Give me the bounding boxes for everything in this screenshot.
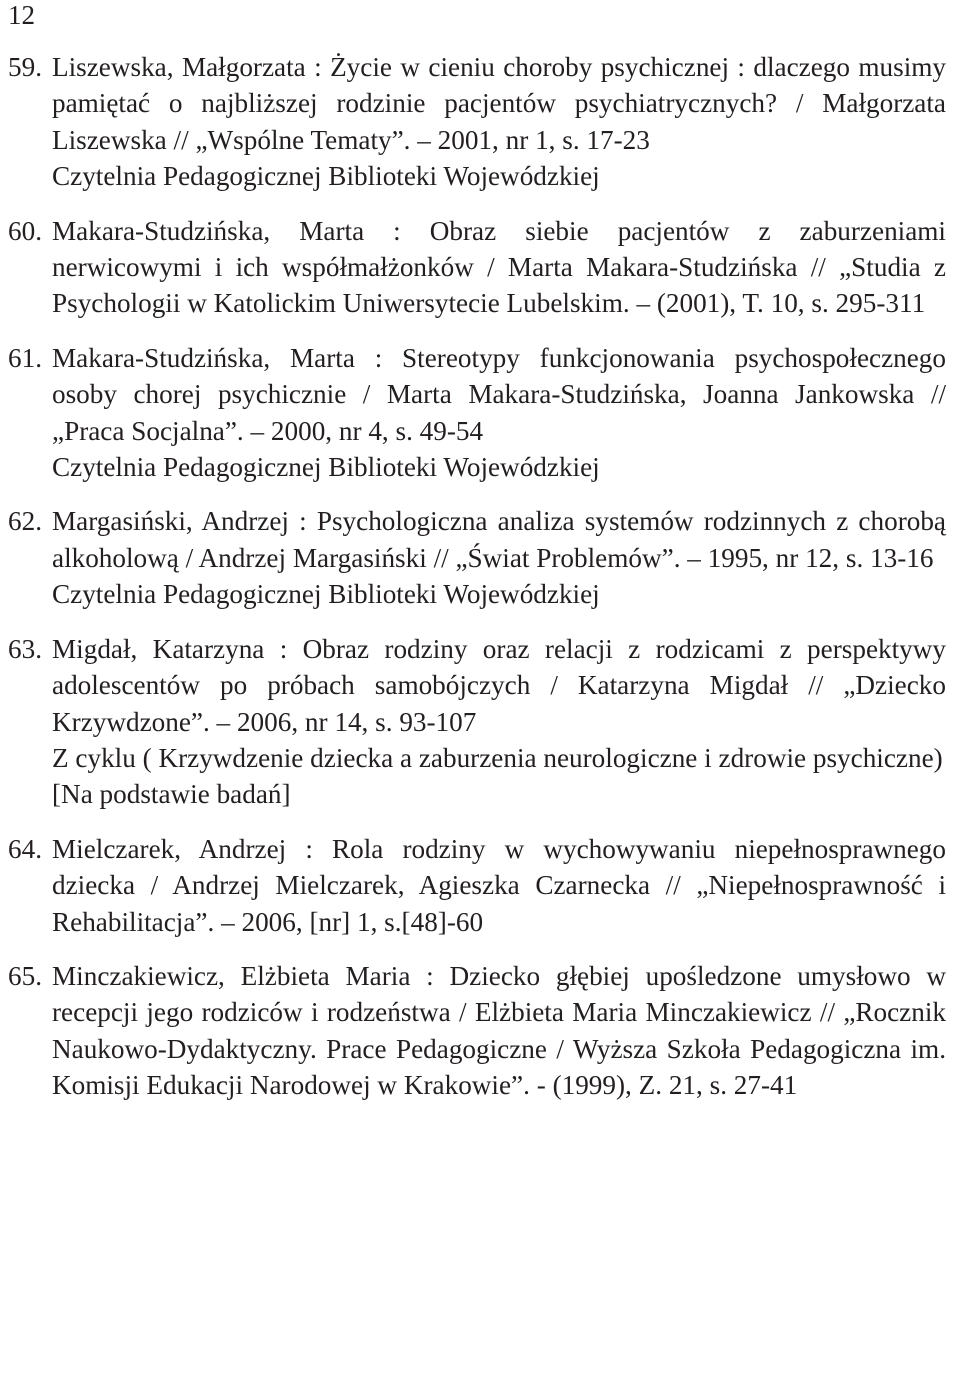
entry-citation: Makara-Studzińska, Marta : Obraz siebie pacjentów z zaburzeniami nerwicowymi i ich współmałżonków / Marta Makara-Studzińska // „Studia z Psychologii w Katolickim Uniwersytecie Lubelskim. – (2001), T. 10, s. 295-311 — [52, 215, 946, 319]
entry-citation: Liszewska, Małgorzata : Życie w cieniu choroby psychicznej : dlaczego musimy pamiętać o najbliższej rodzinie pacjentów psychiatrycznych? / Małgorzata Liszewska // „Wspólne Tematy”. – 2001, nr 1, s. 17-23 — [52, 52, 946, 155]
bibliography-entry — [8, 831, 946, 940]
entry-number: 61. — [8, 342, 42, 373]
bibliography-entry — [8, 49, 946, 195]
entry-number: 64. — [8, 833, 42, 864]
entry-citation: Makara-Studzińska, Marta : Stereotypy funkcjonowania psychospołecznego osoby chorej psychicznie / Marta Makara-Studzińska, Joanna Jankowska // „Praca Socjalna”. – 2000, nr 4, s. 49-54 — [52, 342, 946, 446]
entry-number: 60. — [8, 215, 42, 246]
bibliography-entry — [8, 631, 946, 813]
entry-note: Czytelnia Pedagogicznej Biblioteki Wojewódzkiej — [52, 579, 600, 610]
entry-number: 65. — [8, 960, 42, 991]
entry-note: Czytelnia Pedagogicznej Biblioteki Wojewódzkiej — [52, 161, 600, 192]
entry-number: 62. — [8, 506, 42, 537]
entry-note: Z cyklu ( Krzywdzenie dziecka a zaburzenia neurologiczne i zdrowie psychiczne) — [52, 742, 943, 773]
entry-citation: Migdał, Katarzyna : Obraz rodziny oraz relacji z rodzicami z perspektywy adolescentów po próbach samobójczych / Katarzyna Migdał // „Dziecko Krzywdzone”. – 2006, nr 14, s. 93-107 — [52, 633, 946, 737]
bibliography-entry — [8, 503, 946, 612]
page-number: 12 — [8, 0, 35, 30]
entry-note: Czytelnia Pedagogicznej Biblioteki Wojewódzkiej — [52, 452, 600, 483]
entry-citation: Margasiński, Andrzej : Psychologiczna analiza systemów rodzinnych z chorobą alkoholową / Andrzej Margasiński // „Świat Problemów”. – 1995, nr 12, s. 13-16 — [52, 506, 946, 573]
entry-citation: Minczakiewicz, Elżbieta Maria : Dziecko głębiej upośledzone umysłowo w recepcji jego rodziców i rodzeństwa / Elżbieta Maria Minczakiewicz // „Rocznik Naukowo-Dydaktyczny. Prace Pedagogiczne / Wyższa Szkoła Pedagogiczna im. Komisji Edukacji Narodowej w Krakowie”. - (1999), Z. 21, s. 27-41 — [52, 960, 946, 1101]
bibliography-list — [8, 49, 946, 1104]
entry-number: 63. — [8, 633, 42, 664]
entry-note: [Na podstawie badań] — [52, 779, 291, 810]
bibliography-entry — [8, 340, 946, 486]
entry-citation: Mielczarek, Andrzej : Rola rodziny w wychowywaniu niepełnosprawnego dziecka / Andrzej Mielczarek, Agieszka Czarnecka // „Niepełnosprawność i Rehabilitacja”. – 2006, [nr] 1, s.[48]-60 — [52, 833, 946, 937]
bibliography-entry — [8, 958, 946, 1104]
entry-number: 59. — [8, 52, 42, 82]
bibliography-entry — [8, 213, 946, 322]
